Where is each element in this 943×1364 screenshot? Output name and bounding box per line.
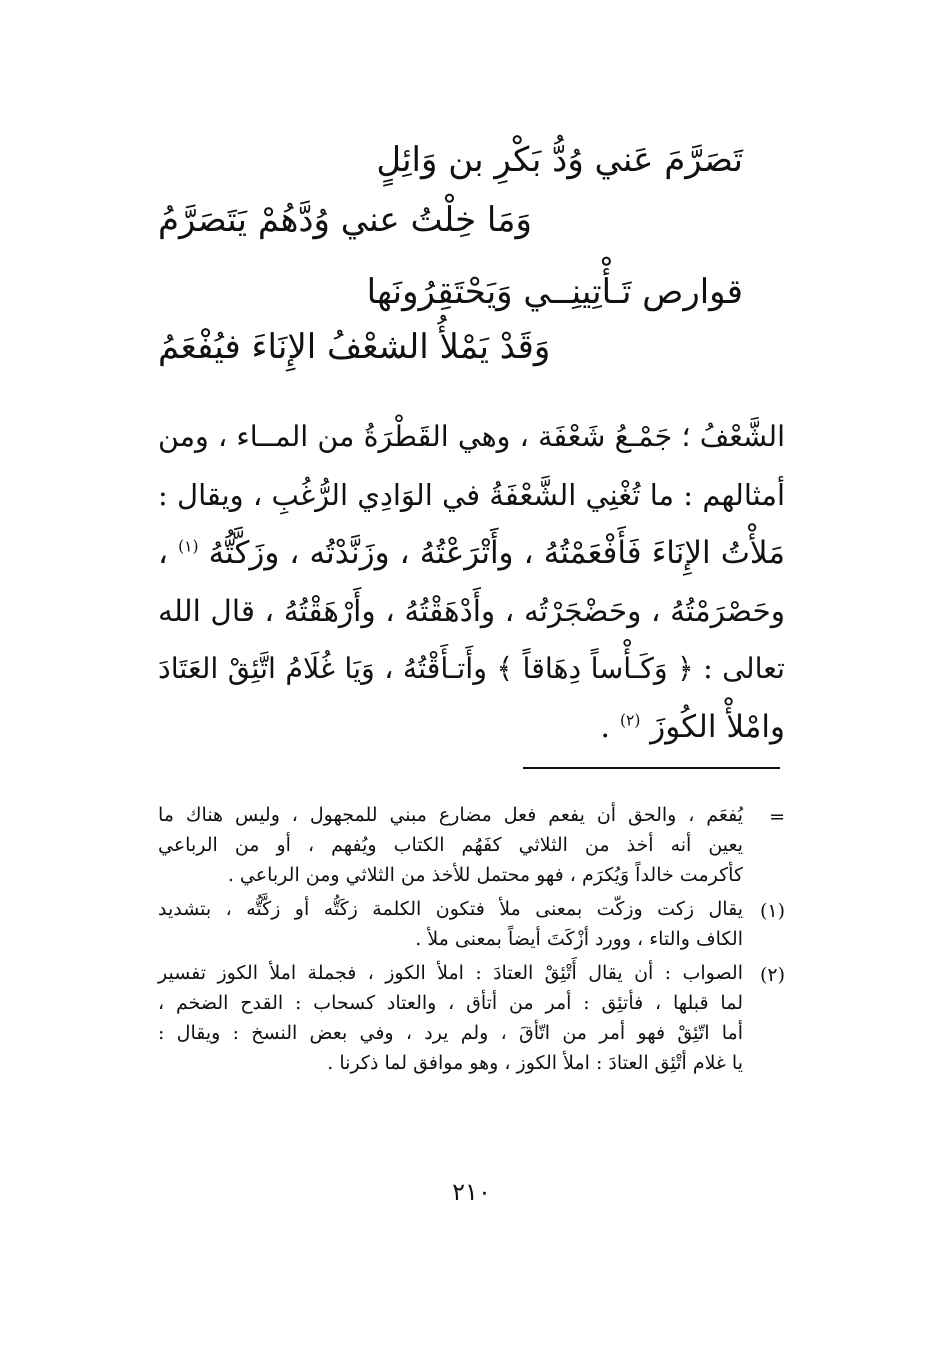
poem-line-4: وَقَدْ يَمْلأُ الشعْفُ الإِنَاءَ فيُفْعَمُ	[158, 327, 551, 367]
footnote-line: الصواب : أن يقال أَتْئِقْ العتادَ : املأ الكوز ، فجملة املأ الكوز تفسير	[158, 962, 743, 984]
commentary-line: وحَصْرَمْتُهُ ، وحَضْجَرْتُه ، وأَدْهَقْتُهُ ، وأَرْهَقْتُهُ ، قال الله	[158, 594, 785, 628]
footnote-mark: (٢)	[759, 964, 785, 986]
commentary-line: الشَّعْفُ ؛ جَمْـعُ شَعْفَة ، وهي القَطْرَةُ من المــاء ، ومن	[158, 420, 785, 453]
commentary-line: تعالى : ﴿ وَكَـأْساً دِهَاقاً ﴾ وأَتـأَقْتُهُ ، وَيَا غُلَامُ اتَّئِقْ العَتَادَ	[158, 652, 785, 685]
poem-line-1: تَصَرَّمَ عَني وُدُّ بَكْرِ بن وَائِلٍ	[376, 140, 743, 180]
commentary-text: وامْلأْ الكُوزَ	[650, 709, 785, 745]
footnote-line: أما اتّئِقْ فهو أمر من اتّأقَ ، ولم يرد ، وفي بعض النسخ : ويقال :	[158, 1022, 743, 1044]
footnote-line: كأكرمت خالداً وَيُكرَم ، فهو محتمل للأخذ من الثلاثي ومن الرباعي .	[227, 864, 743, 886]
footnote-line: يا غلام أتْئِق العتادَ : املأ الكوز ، وهو موافق لما ذكرنا .	[327, 1052, 743, 1074]
footnote-ref-1[interactable]: (١)	[178, 537, 199, 556]
commentary-line	[158, 698, 785, 756]
punctuation: .	[600, 709, 611, 745]
footnote-line: يعين أنه أخذ من الثلاثي كفَهُم الكتاب ويُفهم ، أو من الرباعي	[158, 834, 743, 856]
poem-line-2: وَمَا خِلْتُ عني وُدَّهُمْ يَتَصَرَّمُ	[158, 200, 532, 240]
footnote-line: يقال زكت وزكّت بمعنى ملأ فتكون الكلمة زكَتُّه أو زكَّتُّه ، بتشديد	[158, 898, 743, 920]
commentary-line: أمثالهم : ما تُغْنِي الشَّعْفَةُ في الوَادِي الرُّغُبِ ، ويقال :	[158, 478, 785, 512]
footnote-line: لما قبلها ، فأتئِق : أمر من أتأق ، والعتاد كسحاب : القدح الضخم ،	[158, 992, 743, 1014]
footnote-ref-2[interactable]: (٢)	[619, 711, 641, 730]
footnote-mark: =	[769, 806, 785, 828]
commentary-paragraph	[158, 408, 785, 756]
footnote-separator	[523, 767, 780, 769]
footnote-mark: (١)	[759, 900, 785, 922]
commentary-line	[158, 524, 785, 582]
commentary-text: مَلأْتُ الإِنَاءَ فَأَفْعَمْتُهُ ، وأَتْرَعْتُهُ ، وزَنَّدْتُه ، وزَكَّتُّهُ	[208, 535, 786, 571]
page-number: ٢١٠	[452, 1178, 491, 1206]
footnote-line: الكاف والتاء ، وورد أزْكَتَ أيضاً بمعنى ملأ .	[415, 928, 743, 950]
footnote-1	[158, 894, 785, 954]
poem-line-3: قوارص تَـأْتِينِــي وَيَحْتَقِرُونَها	[366, 272, 743, 312]
footnote-2	[158, 958, 785, 1078]
footnote-line: يُفعَم ، والحق أن يفعم فعل مضارع مبني للمجهول ، وليس هناك ما	[158, 804, 743, 826]
footnotes	[158, 800, 785, 1078]
punctuation: ،	[158, 535, 169, 571]
footnote-continuation	[158, 800, 785, 890]
